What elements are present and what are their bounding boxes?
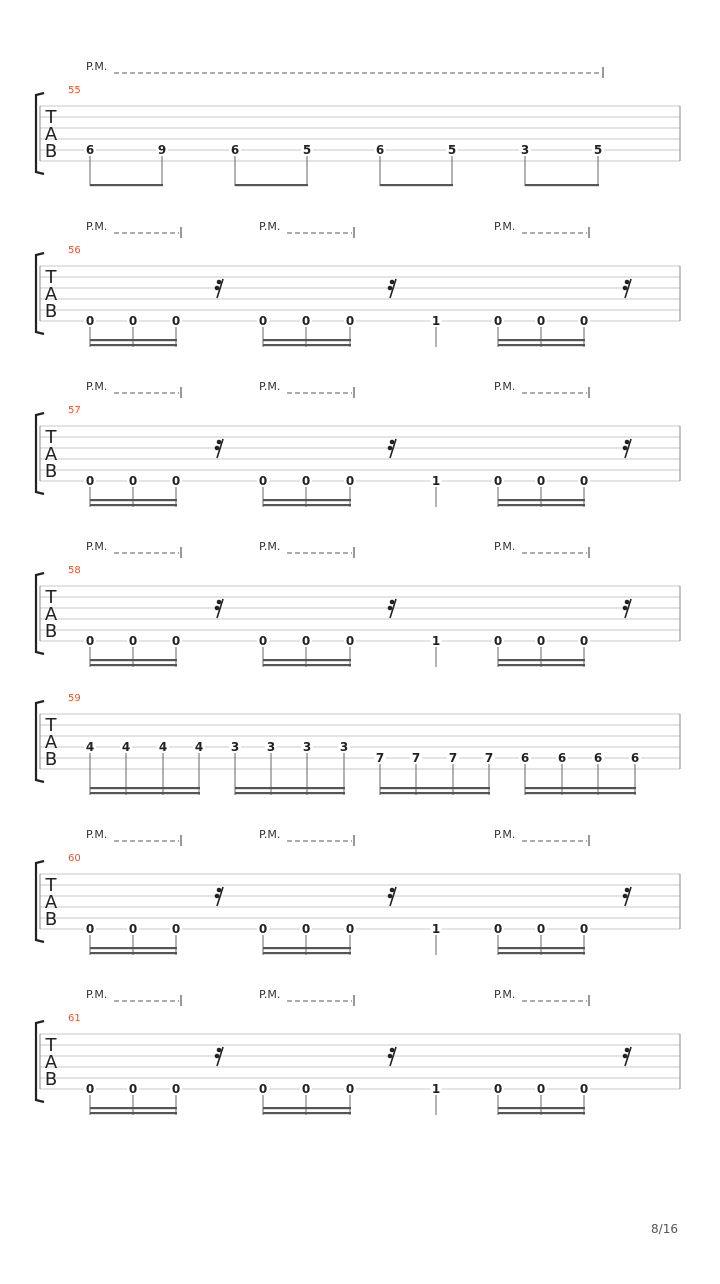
fret-number: 0 (579, 1082, 589, 1096)
fret-number: 0 (579, 474, 589, 488)
measure-number: 60 (68, 853, 81, 864)
palm-mute-marker (86, 380, 181, 398)
rest-flag-dot (388, 894, 393, 899)
note-beam (263, 1107, 351, 1109)
note-beam (525, 184, 599, 186)
palm-mute-marker (494, 220, 589, 238)
fret-number: 6 (375, 143, 385, 157)
note-beam (498, 339, 585, 341)
palm-mute-label: P.M. (259, 828, 281, 841)
note-beam (235, 184, 308, 186)
note-beam (263, 504, 351, 506)
measure-number: 61 (68, 1013, 81, 1024)
tab-clef-letter: A (44, 1052, 58, 1073)
note-beam (498, 664, 585, 666)
fret-number: 3 (266, 740, 276, 754)
tab-clef-letter: B (44, 301, 58, 322)
rest-flag-dot (217, 888, 222, 893)
fret-number: 1 (431, 634, 441, 648)
note-beam (90, 499, 177, 501)
fret-number: 0 (128, 474, 138, 488)
tab-clef-letter: A (44, 444, 58, 465)
fret-number: 4 (85, 740, 95, 754)
fret-number: 5 (447, 143, 457, 157)
fret-number: 0 (345, 314, 355, 328)
palm-mute-marker (259, 828, 354, 846)
palm-mute-label: P.M. (494, 540, 516, 553)
fret-number: 0 (536, 1082, 546, 1096)
tab-clef-letter: T (45, 587, 57, 608)
fret-number: 3 (230, 740, 240, 754)
measure-number: 56 (68, 245, 81, 256)
tab-clef-letter: A (44, 604, 58, 625)
tab-clef-letter: A (44, 892, 58, 913)
note-group (257, 474, 356, 507)
rest-flag-dot (217, 600, 222, 605)
fret-number: 0 (301, 922, 311, 936)
note-beam (90, 792, 200, 794)
rest-flag-dot (625, 440, 630, 445)
palm-mute-label: P.M. (259, 220, 281, 233)
fret-number: 0 (85, 922, 95, 936)
fret-number: 0 (345, 474, 355, 488)
rest-flag-dot (623, 446, 628, 451)
fret-number: 0 (128, 314, 138, 328)
fret-number: 6 (230, 143, 240, 157)
note-group (257, 1082, 356, 1115)
fret-number: 9 (157, 143, 167, 157)
palm-mute-label: P.M. (86, 220, 108, 233)
fret-number: 0 (301, 474, 311, 488)
note-beam (263, 339, 351, 341)
single-note (430, 314, 442, 347)
fret-number: 0 (258, 922, 268, 936)
note-beam (380, 792, 490, 794)
rest-flag-dot (217, 440, 222, 445)
palm-mute-marker (494, 540, 589, 558)
note-group (257, 922, 356, 955)
note-group (84, 634, 182, 667)
palm-mute-label: P.M. (494, 828, 516, 841)
note-beam (263, 499, 351, 501)
fret-number: 0 (579, 634, 589, 648)
note-beam (90, 344, 177, 346)
note-beam (90, 184, 163, 186)
fret-number: 1 (431, 474, 441, 488)
rest-flag-dot (390, 440, 395, 445)
single-note (430, 922, 442, 955)
palm-mute-label: P.M. (86, 380, 108, 393)
note-beam (498, 659, 585, 661)
fret-number: 0 (536, 314, 546, 328)
note-group (519, 143, 604, 186)
palm-mute-marker (86, 988, 181, 1006)
fret-number: 0 (579, 314, 589, 328)
note-beam (90, 1112, 177, 1114)
measure-number: 55 (68, 85, 81, 96)
note-group (374, 143, 458, 186)
fret-number: 6 (85, 143, 95, 157)
fret-number: 0 (171, 634, 181, 648)
single-note (430, 634, 442, 667)
fret-number: 0 (345, 634, 355, 648)
note-group (257, 314, 356, 347)
fret-number: 0 (301, 634, 311, 648)
note-group (492, 314, 590, 347)
note-group (84, 740, 205, 795)
note-beam (525, 792, 636, 794)
note-beam (498, 499, 585, 501)
single-note (430, 474, 442, 507)
rest-flag-dot (390, 600, 395, 605)
fret-number: 3 (302, 740, 312, 754)
rest-flag-dot (215, 606, 220, 611)
fret-number: 0 (493, 314, 503, 328)
note-group (492, 922, 590, 955)
fret-number: 7 (375, 751, 385, 765)
fret-number: 0 (171, 1082, 181, 1096)
fret-number: 0 (171, 474, 181, 488)
staff-system (36, 60, 680, 186)
note-group (229, 143, 313, 186)
note-beam (263, 952, 351, 954)
fret-number: 0 (85, 314, 95, 328)
fret-number: 1 (431, 1082, 441, 1096)
note-beam (90, 504, 177, 506)
note-beam (90, 952, 177, 954)
fret-number: 0 (345, 1082, 355, 1096)
fret-number: 0 (493, 1082, 503, 1096)
fret-number: 0 (258, 634, 268, 648)
palm-mute-label: P.M. (259, 540, 281, 553)
fret-number: 0 (345, 922, 355, 936)
fret-number: 0 (536, 634, 546, 648)
rest-flag-dot (390, 1048, 395, 1053)
note-beam (498, 344, 585, 346)
note-beam (263, 947, 351, 949)
fret-number: 4 (121, 740, 131, 754)
fret-number: 6 (520, 751, 530, 765)
note-beam (90, 1107, 177, 1109)
note-beam (498, 952, 585, 954)
palm-mute-marker (259, 380, 354, 398)
palm-mute-marker (494, 988, 589, 1006)
fret-number: 0 (85, 474, 95, 488)
palm-mute-marker (86, 220, 181, 238)
tab-clef-letter: T (45, 107, 57, 128)
palm-mute-label: P.M. (259, 380, 281, 393)
rest-flag-dot (217, 280, 222, 285)
note-beam (90, 947, 177, 949)
fret-number: 1 (431, 922, 441, 936)
measure-number: 58 (68, 565, 81, 576)
staff-system (36, 693, 680, 795)
note-beam (498, 947, 585, 949)
tab-clef-letter: A (44, 732, 58, 753)
palm-mute-marker (86, 540, 181, 558)
tab-clef-letter: T (45, 427, 57, 448)
note-beam (263, 659, 351, 661)
fret-number: 0 (258, 474, 268, 488)
palm-mute-marker (259, 540, 354, 558)
fret-number: 0 (301, 314, 311, 328)
fret-number: 7 (448, 751, 458, 765)
rest-flag-dot (623, 286, 628, 291)
staff-system (36, 380, 680, 507)
single-note (430, 1082, 442, 1115)
palm-mute-label: P.M. (494, 220, 516, 233)
note-beam (235, 787, 345, 789)
fret-number: 4 (194, 740, 204, 754)
note-group (257, 634, 356, 667)
rest-flag-dot (215, 286, 220, 291)
tab-clef-letter: T (45, 875, 57, 896)
fret-number: 0 (536, 474, 546, 488)
rest-flag-dot (388, 606, 393, 611)
palm-mute-marker (259, 988, 354, 1006)
note-group (492, 474, 590, 507)
tab-clef-letter: B (44, 749, 58, 770)
tab-clef-letter: B (44, 461, 58, 482)
note-beam (380, 184, 453, 186)
palm-mute-marker (86, 828, 181, 846)
fret-number: 0 (579, 922, 589, 936)
tab-clef-letter: B (44, 909, 58, 930)
fret-number: 5 (302, 143, 312, 157)
fret-number: 3 (339, 740, 349, 754)
fret-number: 0 (493, 474, 503, 488)
palm-mute-label: P.M. (86, 540, 108, 553)
note-group (492, 634, 590, 667)
fret-number: 6 (593, 751, 603, 765)
note-beam (90, 664, 177, 666)
rest-flag-dot (623, 1054, 628, 1059)
note-beam (498, 1112, 585, 1114)
fret-number: 0 (536, 922, 546, 936)
staff-system (36, 988, 680, 1115)
staff-system (36, 540, 680, 667)
note-beam (90, 659, 177, 661)
rest-flag-dot (215, 1054, 220, 1059)
note-group (84, 314, 182, 347)
tab-clef-letter: T (45, 267, 57, 288)
measure-number: 57 (68, 405, 81, 416)
tab-clef-letter: A (44, 124, 58, 145)
tab-clef-letter: B (44, 1069, 58, 1090)
fret-number: 0 (85, 634, 95, 648)
fret-number: 0 (128, 922, 138, 936)
fret-number: 1 (431, 314, 441, 328)
palm-mute-label: P.M. (86, 60, 108, 73)
palm-mute-marker (494, 828, 589, 846)
fret-number: 0 (128, 1082, 138, 1096)
note-beam (380, 787, 490, 789)
palm-mute-label: P.M. (86, 828, 108, 841)
rest-flag-dot (388, 286, 393, 291)
fret-number: 0 (85, 1082, 95, 1096)
rest-flag-dot (388, 446, 393, 451)
fret-number: 0 (493, 634, 503, 648)
fret-number: 5 (593, 143, 603, 157)
fret-number: 6 (630, 751, 640, 765)
rest-flag-dot (215, 446, 220, 451)
note-beam (263, 664, 351, 666)
staff-system (36, 220, 680, 347)
fret-number: 0 (301, 1082, 311, 1096)
note-group (229, 740, 350, 795)
rest-flag-dot (217, 1048, 222, 1053)
measure-number: 59 (68, 693, 81, 704)
palm-mute-label: P.M. (86, 988, 108, 1001)
fret-number: 4 (158, 740, 168, 754)
palm-mute-label: P.M. (259, 988, 281, 1001)
palm-mute-label: P.M. (494, 380, 516, 393)
tab-clef-letter: T (45, 1035, 57, 1056)
rest-flag-dot (623, 894, 628, 899)
tab-clef-letter: B (44, 621, 58, 642)
rest-flag-dot (625, 888, 630, 893)
palm-mute-marker (494, 380, 589, 398)
fret-number: 0 (258, 314, 268, 328)
note-group (492, 1082, 590, 1115)
palm-mute-marker (86, 60, 603, 78)
fret-number: 3 (520, 143, 530, 157)
fret-number: 0 (171, 314, 181, 328)
rest-flag-dot (623, 606, 628, 611)
note-group (84, 143, 168, 186)
note-beam (263, 1112, 351, 1114)
rest-flag-dot (390, 888, 395, 893)
note-beam (525, 787, 636, 789)
rest-flag-dot (625, 600, 630, 605)
palm-mute-marker (259, 220, 354, 238)
fret-number: 7 (411, 751, 421, 765)
fret-number: 0 (258, 1082, 268, 1096)
rest-flag-dot (625, 1048, 630, 1053)
tab-clef-letter: A (44, 284, 58, 305)
fret-number: 6 (557, 751, 567, 765)
fret-number: 0 (128, 634, 138, 648)
note-group (84, 922, 182, 955)
note-beam (235, 792, 345, 794)
rest-flag-dot (390, 280, 395, 285)
note-beam (498, 504, 585, 506)
rest-flag-dot (388, 1054, 393, 1059)
note-group (84, 1082, 182, 1115)
palm-mute-label: P.M. (494, 988, 516, 1001)
rest-flag-dot (215, 894, 220, 899)
fret-number: 0 (171, 922, 181, 936)
tab-clef-letter: B (44, 141, 58, 162)
fret-number: 0 (493, 922, 503, 936)
note-beam (263, 344, 351, 346)
note-beam (90, 787, 200, 789)
note-beam (90, 339, 177, 341)
note-group (84, 474, 182, 507)
fret-number: 7 (484, 751, 494, 765)
staff-system (36, 828, 680, 955)
note-beam (498, 1107, 585, 1109)
page-number: 8/16 (651, 1222, 678, 1236)
rest-flag-dot (625, 280, 630, 285)
tab-clef-letter: T (45, 715, 57, 736)
